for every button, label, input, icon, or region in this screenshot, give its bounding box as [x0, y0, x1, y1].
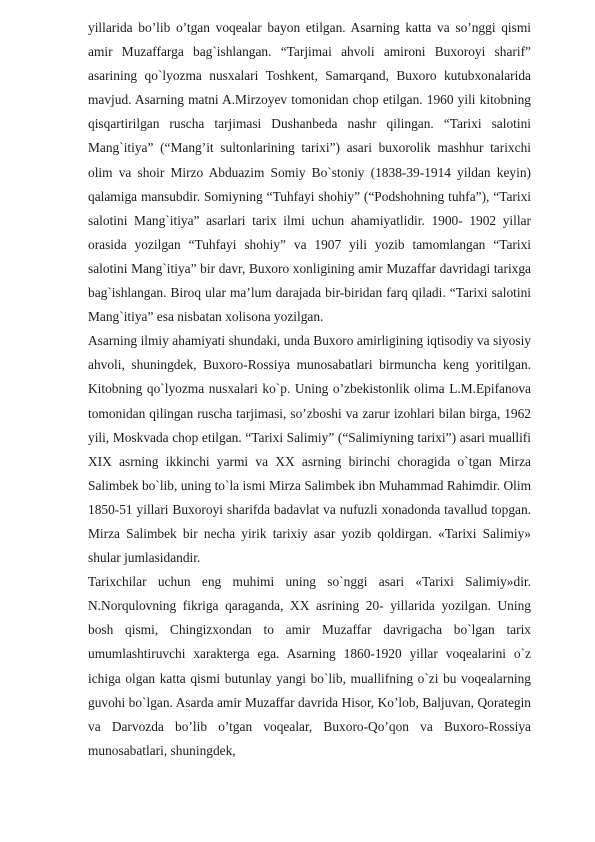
paragraph-2: Asarning ilmiy ahamiyati shundaki, unda Buxoro amirligining iqtisodiy va siyosiy ahvoli, shuningdek, Buxoro-Rossiya munosabatlari birmuncha keng yoritilgan. Kitobning qo`lyozma nusxalari ko`p. Uning o’zbekistonlik olima L.M.Epifanova tomonidan qilingan ruscha tarjimasi, so’zboshi va zarur izohlari bilan birga, 1962 yili, Moskvada chop etilgan. “Tarixi Salimiy” (“Salimiyning tarixi”) asari muallifi XIX asrning ikkinchi yarmi va XX asrning birinchi choragida o`tgan Mirza Salimbek bo`lib, uning to`la ismi Mirza Salimbek ibn Muhammad Rahimdir. Olim 1850-51 yillari Buxoroyi sharifda badavlat va nufuzli xonadonda tavallud topgan. Mirza Salimbek bir necha yirik tarixiy asar yozib qoldirgan. «Tarixi Salimiy» shular jumlasidandir.	[88, 333, 531, 566]
paragraph-1: yillarida bo’lib o’tgan voqealar bayon etilgan. Asarning katta va so’nggi qismi amir Muzaffarga bag`ishlangan. “Tarjimai ahvoli amironi Buxoroyi sharif” asarining qo`lyozma nusxalari Toshkent, Samarqand, Buxoro kutubxonalarida mavjud. Asarning matni A.Mirzoyev tomonidan chop etilgan. 1960 yili kitobning qisqartirilgan ruscha tarjimasi Dushanbeda nashr qilingan. “Tarixi salotini Mang`itiya” (“Mang’it sultonlarining tarixi”) asari buxorolik mashhur tarixchi olim va shoir Mirzo Abduazim Somiy Bo`stoniy (1838-39-1914 yildan keyin) qalamiga mansubdir. Somiyning “Tuhfayi shohiy” (“Podshohning tuhfa”), “Tarixi salotini Mang`itiya” asarlari tarix ilmi uchun ahamiyatlidir. 1900- 1902 yillar orasida yozilgan “Tuhfayi shohiy” va 1907 yili yozib tamomlangan “Tarixi salotini Mang`itiya” bir davr, Buxoro xonligining amir Muzaffar davridagi tarixga bag`ishlangan. Biroq ular ma’lum darajada bir-biridan farq qiladi. “Tarixi salotini Mang`itiya” esa nisbatan xolisona yozilgan.	[88, 20, 531, 325]
paragraph-3: Tarixchilar uchun eng muhimi uning so`nggi asari «Tarixi Salimiy»dir. N.Norqulovning fikriga qaraganda, XX asrining 20- yillarida yozilgan. Uning bosh qismi, Chingizxondan to amir Muzaffar davrigacha bo`lgan tarix umumlashtiruvchi xarakterga ega. Asarning 1860-1920 yillar voqealarini o`z ichiga olgan katta qismi butunlay yangi bo`lib, muallifning o`zi bu voqealarning guvohi bo`lgan. Asarda amir Muzaffar davrida Hisor, Ko’lob, Baljuvan, Qorategin va Darvozda bo’lib o’tgan voqealar, Buxoro-Qo’qon va Buxoro-Rossiya munosabatlari, shuningdek,	[88, 574, 531, 758]
document-page	[88, 16, 531, 763]
